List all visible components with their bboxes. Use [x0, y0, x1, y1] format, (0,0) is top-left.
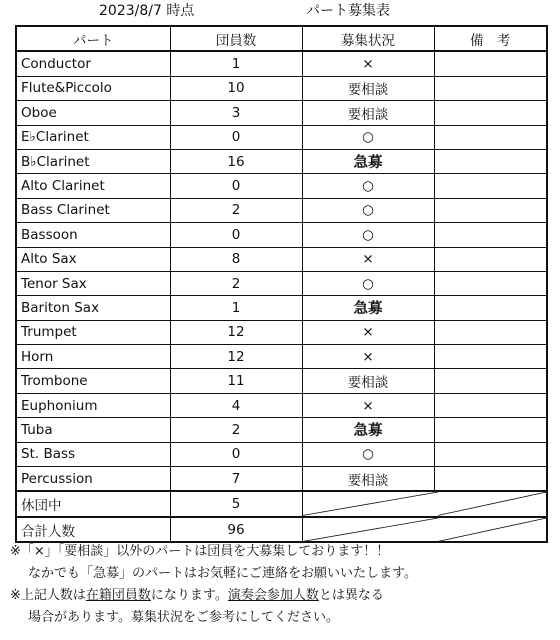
recruit-status: 急募 [302, 296, 434, 320]
column-header-status: 募集状況 [302, 26, 434, 51]
part-name: Tenor Sax [16, 271, 170, 295]
part-name: Trombone [16, 369, 170, 393]
member-count: 11 [170, 369, 302, 393]
member-count: 4 [170, 393, 302, 417]
note-line-3 [10, 585, 555, 607]
part-name: Bass Clarinet [16, 198, 170, 222]
remarks-cell [434, 271, 547, 295]
recruit-status: × [302, 247, 434, 271]
part-name: Bariton Sax [16, 296, 170, 320]
remarks-cell [434, 369, 547, 393]
remarks-cell [434, 418, 547, 442]
table-row [16, 296, 547, 320]
member-count: 2 [170, 271, 302, 295]
table-row [16, 198, 547, 222]
part-name: Horn [16, 345, 170, 369]
recruit-status: 急募 [302, 418, 434, 442]
remarks-cell [434, 51, 547, 76]
member-count: 0 [170, 223, 302, 247]
table-row [16, 101, 547, 125]
recruit-status: × [302, 320, 434, 344]
note-underlined-concert: 演奏会参加人数 [227, 588, 319, 603]
member-count: 12 [170, 345, 302, 369]
total-blank-cell [302, 517, 547, 542]
note-line-1: ※「×」「要相談」以外のパートは団員を大募集しております！！ [10, 544, 390, 559]
member-count: 0 [170, 442, 302, 466]
recruit-status: 要相談 [302, 467, 434, 492]
table-row [16, 369, 547, 393]
note-text: になります。 [150, 588, 228, 603]
inactive-blank-cell [302, 491, 547, 516]
member-count: 2 [170, 198, 302, 222]
header-date: 2023/8/7 時点 [99, 3, 195, 19]
diagonal-slash [303, 492, 547, 515]
recruit-status: 要相談 [302, 76, 434, 100]
header-title: パート募集表 [306, 3, 390, 19]
remarks-cell [434, 174, 547, 198]
part-name: Oboe [16, 101, 170, 125]
part-name: Euphonium [16, 393, 170, 417]
part-name: Bassoon [16, 223, 170, 247]
recruit-status: × [302, 345, 434, 369]
recruit-status: ○ [302, 125, 434, 149]
column-header-part: パート [16, 26, 170, 51]
part-name: Alto Sax [16, 247, 170, 271]
member-count: 7 [170, 467, 302, 492]
table-body [16, 51, 547, 491]
table-row [16, 149, 547, 173]
table-row [16, 125, 547, 149]
part-recruitment-table [15, 25, 548, 543]
recruit-status: ○ [302, 174, 434, 198]
recruit-status: ○ [302, 442, 434, 466]
part-name: Flute&Piccolo [16, 76, 170, 100]
recruit-status: ○ [302, 198, 434, 222]
table-row [16, 271, 547, 295]
member-count: 2 [170, 418, 302, 442]
table-row [16, 418, 547, 442]
inactive-row [16, 491, 547, 516]
note-line-2: なかでも「急募」のパートはお気軽にご連絡をお願いいたします。 [28, 566, 417, 581]
remarks-cell [434, 149, 547, 173]
member-count: 0 [170, 125, 302, 149]
remarks-cell [434, 320, 547, 344]
remarks-cell [434, 125, 547, 149]
remarks-cell [434, 223, 547, 247]
part-name: Conductor [16, 51, 170, 76]
member-count: 3 [170, 101, 302, 125]
remarks-cell [434, 467, 547, 492]
table-row [16, 51, 547, 76]
remarks-cell [434, 198, 547, 222]
table-row [16, 442, 547, 466]
table-row [16, 247, 547, 271]
remarks-cell [434, 442, 547, 466]
member-count: 1 [170, 296, 302, 320]
member-count: 16 [170, 149, 302, 173]
remarks-cell [434, 101, 547, 125]
remarks-cell [434, 393, 547, 417]
remarks-cell [434, 296, 547, 320]
recruit-status: ○ [302, 271, 434, 295]
total-members: 96 [170, 517, 302, 542]
table-header-row [16, 26, 547, 51]
member-count: 0 [170, 174, 302, 198]
part-name: Alto Clarinet [16, 174, 170, 198]
recruit-status: × [302, 393, 434, 417]
footnotes [10, 541, 555, 629]
member-count: 1 [170, 51, 302, 76]
table-row [16, 345, 547, 369]
note-line-4: 場合があります。募集状況をご参考にしてください。 [28, 610, 339, 625]
total-row [16, 517, 547, 542]
recruit-status: 要相談 [302, 369, 434, 393]
part-name: B♭Clarinet [16, 149, 170, 173]
table-row [16, 393, 547, 417]
column-header-remarks: 備 考 [434, 26, 547, 51]
part-name: St. Bass [16, 442, 170, 466]
remarks-cell [434, 345, 547, 369]
recruit-status: 急募 [302, 149, 434, 173]
recruit-status: ○ [302, 223, 434, 247]
table-row [16, 174, 547, 198]
inactive-members: 5 [170, 491, 302, 516]
part-name: Trumpet [16, 320, 170, 344]
inactive-label: 休団中 [16, 491, 170, 516]
table-row [16, 76, 547, 100]
remarks-cell [434, 247, 547, 271]
table-row [16, 467, 547, 492]
part-name: E♭Clarinet [16, 125, 170, 149]
member-count: 10 [170, 76, 302, 100]
recruit-status: 要相談 [302, 101, 434, 125]
member-count: 12 [170, 320, 302, 344]
recruit-status: × [302, 51, 434, 76]
total-label: 合計人数 [16, 517, 170, 542]
note-underlined-enrolled: 在籍団員数 [85, 588, 151, 603]
table-row [16, 320, 547, 344]
member-count: 8 [170, 247, 302, 271]
diagonal-slash [303, 518, 547, 541]
note-text: ※上記人数は [10, 588, 86, 603]
column-header-members: 団員数 [170, 26, 302, 51]
table-row [16, 223, 547, 247]
part-name: Percussion [16, 467, 170, 492]
note-text: とは異なる [318, 588, 384, 603]
remarks-cell [434, 76, 547, 100]
part-name: Tuba [16, 418, 170, 442]
